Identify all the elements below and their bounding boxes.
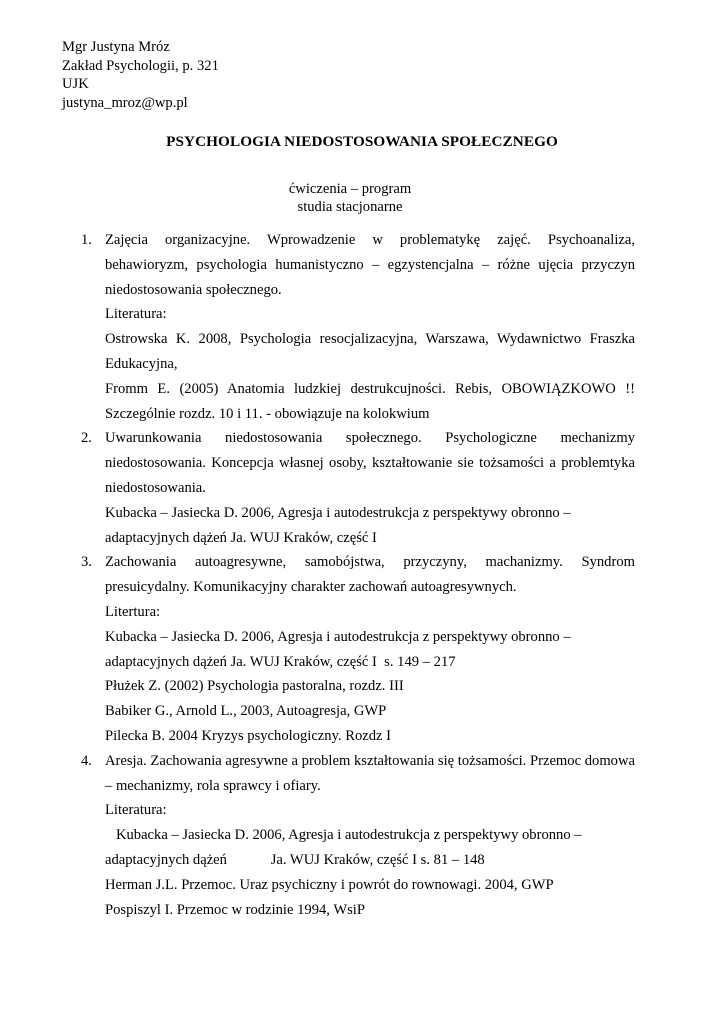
text-line: Fromm E. (2005) Anatomia ludzkiej destrukcujności. Rebis, OBOWIĄZKOWO !! — [105, 380, 635, 397]
list-item-body — [105, 426, 635, 550]
text-line: Zachowania autoagresywne, samobójstwa, przyczyny, machanizmy. Syndrom — [105, 554, 635, 571]
text-line: Aresja. Zachowania agresywne a problem kształtowania się tożsamości. Przemoc domowa — [105, 752, 635, 769]
text-line: Kubacka – Jasiecka D. 2006, Agresja i autodestrukcja z perspektywy obronno – — [105, 827, 582, 844]
document-subtitle — [0, 181, 700, 216]
list-item-body — [105, 749, 635, 923]
text-line: Pospiszyl I. Przemoc w rodzinie 1994, WsiP — [105, 901, 365, 918]
author-name: Mgr Justyna Mróz — [62, 39, 170, 55]
text-line: adaptacyjnych dążeń Ja. WUJ Kraków, część I s. 81 – 148 — [105, 851, 485, 868]
text-line: behawioryzm, psychologia humanistyczno – egzystencjalna – różne ujęcia przyczyn — [105, 256, 635, 273]
text-line: Kubacka – Jasiecka D. 2006, Agresja i autodestrukcja z perspektywy obronno – — [105, 628, 571, 645]
list-item-number: 2. — [81, 430, 92, 447]
text-line: Herman J.L. Przemoc. Uraz psychiczny i powrót do rownowagi. 2004, GWP — [105, 876, 554, 893]
list-item-body — [105, 228, 635, 426]
text-line: niedostosowania. Koncepcja własnej osoby, kształtowanie sie tożsamości a problemtyka — [105, 455, 635, 472]
list-item — [0, 550, 724, 748]
text-line: adaptacyjnych dążeń Ja. WUJ Kraków, część I — [105, 529, 377, 546]
text-line: Ostrowska K. 2008, Psychologia resocjalizacyjna, Warszawa, Wydawnictwo Fraszka — [105, 331, 635, 348]
author-block — [62, 38, 219, 112]
subtitle-study-mode: studia stacjonarne — [297, 198, 403, 215]
list-item-body — [105, 550, 635, 748]
list-item-number: 1. — [81, 232, 92, 248]
author-university: UJK — [62, 76, 89, 93]
text-line: Edukacyjna, — [105, 355, 178, 372]
text-line: Pilecka B. 2004 Kryzys psychologiczny. Rozdz I — [105, 727, 392, 744]
program-list — [0, 228, 724, 922]
list-item — [0, 426, 724, 550]
list-item — [0, 749, 724, 923]
subtitle-course-type: ćwiczenia – program — [288, 181, 412, 197]
author-email: justyna_mroz@wp.pl — [62, 94, 188, 111]
list-item-number: 4. — [81, 752, 92, 769]
text-line: niedostosowania społecznego. — [105, 281, 282, 298]
text-line: Babiker G., Arnold L., 2003, Autoagresja, GWP — [105, 703, 387, 720]
text-line: Płużek Z. (2002) Psychologia pastoralna, rozdz. III — [105, 678, 404, 695]
list-item — [0, 228, 724, 426]
text-line: presuicydalny. Komunikacyjny charakter zachowań autoagresywnych. — [105, 579, 517, 596]
text-line: Kubacka – Jasiecka D. 2006, Agresja i autodestrukcja z perspektywy obronno – — [105, 504, 571, 521]
text-line: Szczególnie rozdz. 10 i 11. - obowiązuje na kolokwium — [105, 405, 430, 422]
text-line: Uwarunkowania niedostosowania społecznego. Psychologiczne mechanizmy — [105, 430, 635, 447]
text-line: Zajęcia organizacyjne. Wprowadzenie w problematykę zajęć. Psychoanaliza, — [105, 232, 635, 248]
text-line: – mechanizmy, rola sprawcy i ofiary. — [105, 777, 321, 794]
text-line: adaptacyjnych dążeń Ja. WUJ Kraków, część I s. 149 – 217 — [105, 653, 456, 670]
document-title: PSYCHOLOGIA NIEDOSTOSOWANIA SPOŁECZNEGO — [166, 133, 558, 150]
text-line: Literatura: — [105, 802, 167, 819]
text-line: Litertura: — [105, 603, 161, 620]
list-item-number: 3. — [81, 554, 92, 571]
text-line: niedostosowania. — [105, 479, 206, 496]
text-line: Literatura: — [105, 306, 167, 323]
author-department: Zakład Psychologii, p. 321 — [62, 57, 219, 74]
